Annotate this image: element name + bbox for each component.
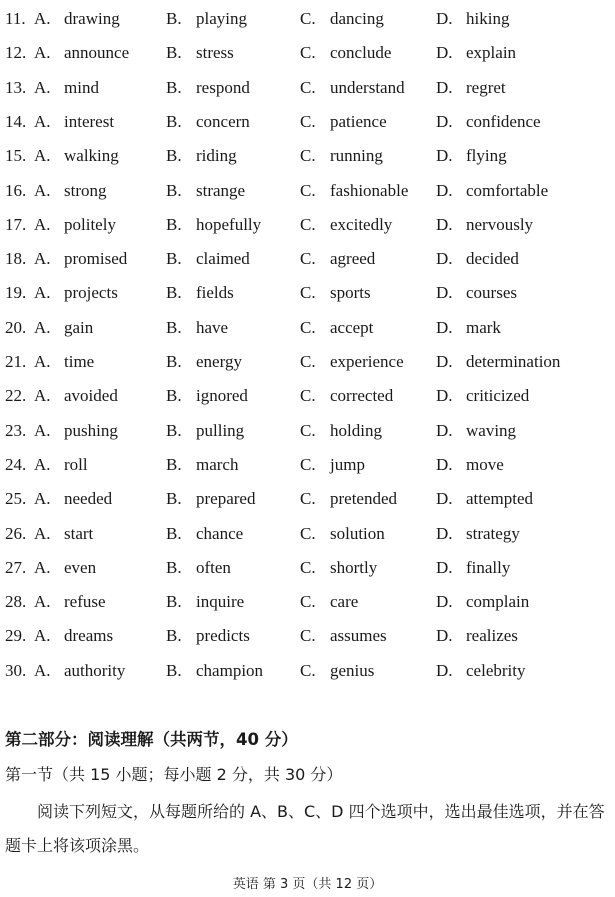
option-letter: A. [34,626,51,646]
option-b [166,108,250,136]
question-row [0,382,615,410]
option-text: jump [330,454,365,474]
option-letter: A. [34,146,51,166]
option-letter: D. [436,660,453,680]
option-text: respond [196,77,250,97]
option-a [34,588,106,616]
option-letter: A. [34,317,51,337]
option-letter: C. [300,317,316,337]
option-a [34,417,118,445]
option-letter: A. [34,249,51,269]
option-text: move [466,454,504,474]
option-letter: C. [300,283,316,303]
instructions: 阅读下列短文，从每题所给的 A、B、C、D 四个选项中，选出最佳选项，并在答题卡上将该项涂黑。 [5,802,605,855]
option-text: champion [196,660,264,680]
option-text: strategy [466,523,520,543]
option-letter: C. [300,660,316,680]
option-c [300,177,408,205]
option-text: projects [64,283,118,303]
option-letter: C. [300,454,316,474]
option-b [166,279,234,307]
option-letter: A. [34,214,51,234]
option-letter: D. [436,626,453,646]
option-a [34,39,129,67]
option-letter: C. [300,489,316,509]
question-row [0,657,615,685]
option-text: inquire [196,592,245,612]
question-row [0,451,615,479]
option-letter: B. [166,420,182,440]
option-a [34,5,120,33]
option-letter: B. [166,454,182,474]
option-letter: B. [166,489,182,509]
option-text: genius [330,660,375,680]
question-row [0,74,615,102]
option-letter: A. [34,557,51,577]
question-row [0,554,615,582]
option-text: strange [196,180,246,200]
option-c [300,211,392,239]
option-text: assumes [330,626,387,646]
option-a [34,622,113,650]
option-letter: D. [436,77,453,97]
question-number: 13. [5,77,27,97]
option-text: politely [64,214,116,234]
option-letter: B. [166,111,182,131]
option-letter: B. [166,592,182,612]
option-text: needed [64,489,113,509]
option-letter: A. [34,386,51,406]
option-c [300,382,393,410]
option-letter: A. [34,420,51,440]
question-row [0,177,615,205]
question-number: 28. [5,592,27,612]
option-text: often [196,557,231,577]
option-text: corrected [330,386,394,406]
option-a [34,142,119,170]
option-b [166,211,261,239]
option-letter: D. [436,386,453,406]
option-letter: A. [34,43,51,63]
option-letter: D. [436,557,453,577]
option-text: comfortable [466,180,549,200]
option-text: dreams [64,626,114,646]
option-c [300,657,374,685]
option-text: stress [196,43,234,63]
option-text: pretended [330,489,398,509]
option-letter: B. [166,317,182,337]
option-letter: B. [166,557,182,577]
question-row [0,245,615,273]
option-text: prepared [196,489,256,509]
option-a [34,451,88,479]
option-letter: A. [34,523,51,543]
option-letter: D. [436,454,453,474]
option-a [34,211,116,239]
option-text: ignored [196,386,248,406]
option-b [166,657,263,685]
option-b [166,588,244,616]
option-a [34,554,96,582]
question-number: 12. [5,43,27,63]
question-row [0,108,615,136]
question-row [0,485,615,513]
question-number: 15. [5,146,27,166]
option-d [436,108,541,136]
option-a [34,520,93,548]
option-letter: B. [166,660,182,680]
option-text: finally [466,557,511,577]
option-letter: B. [166,626,182,646]
question-number: 18. [5,249,27,269]
option-c [300,39,391,67]
option-text: fields [196,283,234,303]
option-letter: C. [300,43,316,63]
option-letter: C. [300,146,316,166]
option-letter: C. [300,592,316,612]
option-b [166,142,237,170]
option-letter: D. [436,523,453,543]
question-number: 21. [5,352,27,371]
option-c [300,108,387,136]
option-text: determination [466,352,561,371]
option-letter: C. [300,420,316,440]
option-text: flying [466,146,507,166]
option-text: claimed [196,249,250,269]
option-text: walking [64,146,119,166]
option-letter: B. [166,386,182,406]
option-letter: D. [436,317,453,337]
option-d [436,451,504,479]
question-number: 27. [5,557,27,577]
option-d [436,588,529,616]
option-text: roll [64,454,88,474]
question-row [0,417,615,445]
option-letter: B. [166,352,182,371]
option-letter: D. [436,180,453,200]
option-text: start [64,523,94,543]
option-text: understand [330,77,405,97]
option-letter: C. [300,523,316,543]
option-d [436,39,516,67]
option-c [300,554,377,582]
option-letter: A. [34,352,51,371]
option-letter: D. [436,283,453,303]
option-letter: D. [436,420,453,440]
option-letter: B. [166,249,182,269]
option-a [34,348,94,376]
option-text: energy [196,352,242,371]
option-b [166,39,234,67]
option-text: mark [466,317,501,337]
option-text: running [330,146,383,166]
option-letter: D. [436,214,453,234]
option-text: holding [330,420,382,440]
option-text: waving [466,420,517,440]
option-text: chance [196,523,244,543]
option-c [300,314,373,342]
option-d [436,142,507,170]
option-text: attempted [466,489,534,509]
option-d [436,5,509,33]
option-text: drawing [64,9,120,28]
option-text: time [64,352,95,371]
option-letter: C. [300,626,316,646]
option-letter: B. [166,146,182,166]
question-number: 26. [5,523,27,543]
option-d [436,314,501,342]
option-b [166,451,238,479]
option-letter: D. [436,352,453,371]
option-c [300,279,371,307]
option-letter: C. [300,9,316,28]
option-letter: A. [34,454,51,474]
option-text: conclude [330,43,392,63]
option-c [300,451,365,479]
option-text: criticized [466,386,530,406]
option-text: sports [330,283,371,303]
option-text: celebrity [466,660,526,680]
option-c [300,417,382,445]
option-text: concern [196,111,250,131]
option-text: decided [466,249,519,269]
option-letter: B. [166,9,182,28]
option-text: mind [64,77,99,97]
option-text: pushing [64,420,118,440]
option-b [166,520,243,548]
option-b [166,348,242,376]
question-number: 30. [5,660,27,680]
option-letter: C. [300,180,316,200]
option-d [436,211,533,239]
option-d [436,74,506,102]
question-number: 20. [5,317,27,337]
option-letter: A. [34,660,51,680]
option-text: realizes [466,626,518,646]
question-number: 29. [5,626,27,646]
question-number: 23. [5,420,27,440]
option-letter: B. [166,214,182,234]
option-text: experience [330,352,404,371]
option-text: nervously [466,214,534,234]
option-letter: D. [436,592,453,612]
option-d [436,417,516,445]
option-a [34,485,112,513]
option-letter: A. [34,180,51,200]
option-a [34,108,114,136]
option-d [436,485,533,513]
question-row [0,39,615,67]
question-row [0,314,615,342]
option-letter: C. [300,352,316,371]
option-text: strong [64,180,107,200]
option-text: excitedly [330,214,393,234]
option-text: fashionable [330,180,409,200]
option-a [34,245,127,273]
question-number: 17. [5,214,27,234]
option-letter: A. [34,111,51,131]
option-letter: D. [436,43,453,63]
option-c [300,588,358,616]
option-text: pulling [196,420,245,440]
question-number: 24. [5,454,27,474]
option-b [166,74,250,102]
option-a [34,74,99,102]
question-row [0,5,615,33]
option-letter: D. [436,111,453,131]
option-b [166,245,250,273]
option-text: playing [196,9,247,28]
option-text: avoided [64,386,118,406]
option-letter: B. [166,283,182,303]
option-letter: A. [34,9,51,28]
option-text: courses [466,283,517,303]
option-d [436,245,519,273]
option-a [34,314,93,342]
option-c [300,74,405,102]
question-number: 25. [5,489,27,509]
option-text: announce [64,43,130,63]
option-text: solution [330,523,385,543]
option-letter: C. [300,249,316,269]
option-d [436,382,529,410]
option-b [166,382,248,410]
option-c [300,5,384,33]
option-text: agreed [330,249,376,269]
option-a [34,177,107,205]
option-text: hiking [466,9,510,28]
option-letter: A. [34,489,51,509]
option-letter: A. [34,592,51,612]
option-text: confidence [466,111,541,131]
option-letter: C. [300,111,316,131]
question-number: 22. [5,386,27,406]
option-a [34,382,118,410]
option-letter: D. [436,9,453,28]
question-row [0,142,615,170]
question-number: 11. [5,9,26,28]
option-letter: A. [34,77,51,97]
option-b [166,314,228,342]
option-a [34,279,118,307]
option-d [436,348,560,376]
option-text: hopefully [196,214,262,234]
option-b [166,485,255,513]
option-text: have [196,317,229,337]
option-b [166,5,247,33]
option-text: gain [64,317,94,337]
option-c [300,142,383,170]
option-text: even [64,557,97,577]
subsection-title: 第一节（共 15 小题；每小题 2 分，共 30 分） [5,765,343,784]
option-letter: B. [166,43,182,63]
question-number: 16. [5,180,27,200]
option-c [300,245,375,273]
option-text: patience [330,111,387,131]
option-letter: C. [300,557,316,577]
option-letter: C. [300,214,316,234]
option-text: interest [64,111,115,131]
option-b [166,554,231,582]
option-letter: C. [300,386,316,406]
option-letter: D. [436,146,453,166]
option-d [436,657,525,685]
option-d [436,520,520,548]
option-a [34,657,125,685]
option-letter: C. [300,77,316,97]
question-row [0,211,615,239]
option-d [436,622,518,650]
option-text: refuse [64,592,106,612]
option-text: march [196,454,239,474]
option-c [300,622,387,650]
option-letter: D. [436,489,453,509]
page-footer: 英语 第 3 页（共 12 页） [232,877,383,892]
question-number: 14. [5,111,27,131]
option-c [300,485,397,513]
option-letter: D. [436,249,453,269]
question-row [0,348,615,376]
option-letter: B. [166,180,182,200]
option-letter: A. [34,283,51,303]
question-number: 19. [5,283,27,303]
question-row [0,588,615,616]
option-text: riding [196,146,237,166]
option-d [436,177,548,205]
option-text: promised [64,249,128,269]
option-b [166,177,245,205]
option-text: shortly [330,557,378,577]
section-title: 第二部分：阅读理解（共两节，40 分） [5,730,298,749]
option-d [436,554,510,582]
option-text: accept [330,317,374,337]
option-text: authority [64,660,126,680]
option-b [166,417,244,445]
option-letter: B. [166,523,182,543]
option-text: regret [466,77,506,97]
question-row [0,520,615,548]
option-letter: B. [166,77,182,97]
option-b [166,622,250,650]
option-text: care [330,592,359,612]
question-row [0,622,615,650]
option-text: dancing [330,9,384,28]
option-c [300,520,385,548]
option-c [300,348,404,376]
option-text: predicts [196,626,250,646]
option-text: explain [466,43,517,63]
question-row [0,279,615,307]
option-d [436,279,517,307]
option-text: complain [466,592,530,612]
